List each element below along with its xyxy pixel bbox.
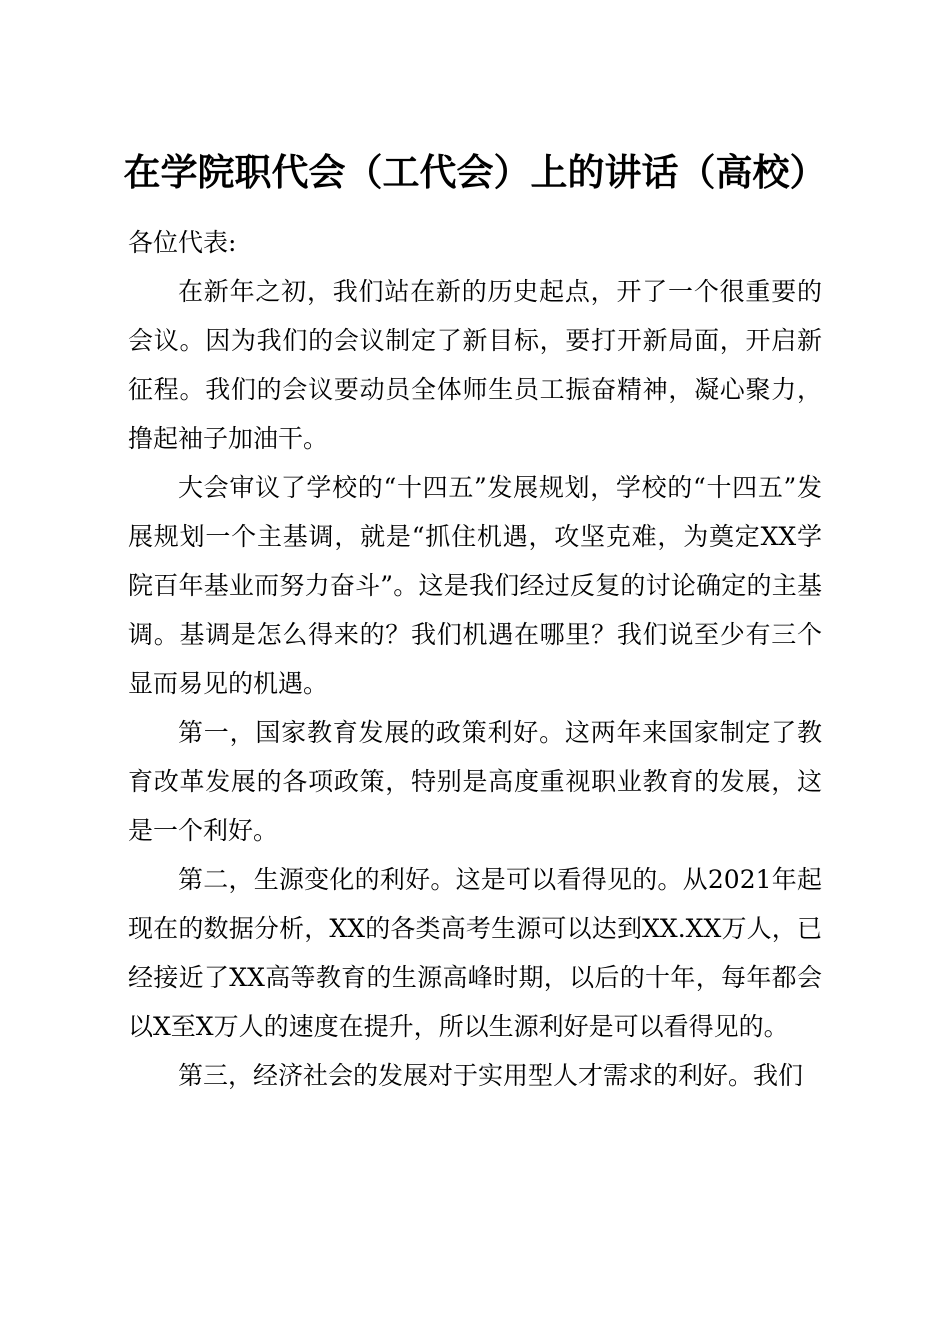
paragraph-4: 第二，生源变化的利好。这是可以看得见的。从2021年起现在的数据分析，XX的各类高考生源可以达到XX.XX万人，已经接近了XX高等教育的生源高峰时期，以后的十年，每年都会以X至X万人的速度在提升，所以生源利好是可以看得见的。 <box>128 865 822 1041</box>
paragraph-3: 第一，国家教育发展的政策利好。这两年来国家制定了教育改革发展的各项政策，特别是高度重视职业教育的发展，这是一个利好。 <box>128 718 822 845</box>
document-title: 在学院职代会（工代会）上的讲话（高校） <box>123 150 827 194</box>
paragraph-5: 第三，经济社会的发展对于实用型人才需求的利好。我们 <box>178 1061 804 1090</box>
paragraph-2: 大会审议了学校的“十四五”发展规划，学校的“十四五”发展规划一个主基调，就是“抓住机遇，攻坚克难，为奠定XX学院百年基业而努力奋斗”。这是我们经过反复的讨论确定的主基调。基调是怎么得来的？我们机遇在哪里？我们说至少有三个显而易见的机遇。 <box>128 473 822 698</box>
salutation: 各位代表: <box>128 228 237 257</box>
document-body <box>128 218 822 1100</box>
paragraph-1: 在新年之初，我们站在新的历史起点，开了一个很重要的会议。因为我们的会议制定了新目标，要打开新局面，开启新征程。我们的会议要动员全体师生员工振奋精神，凝心聚力，撸起袖子加油干。 <box>128 277 822 453</box>
